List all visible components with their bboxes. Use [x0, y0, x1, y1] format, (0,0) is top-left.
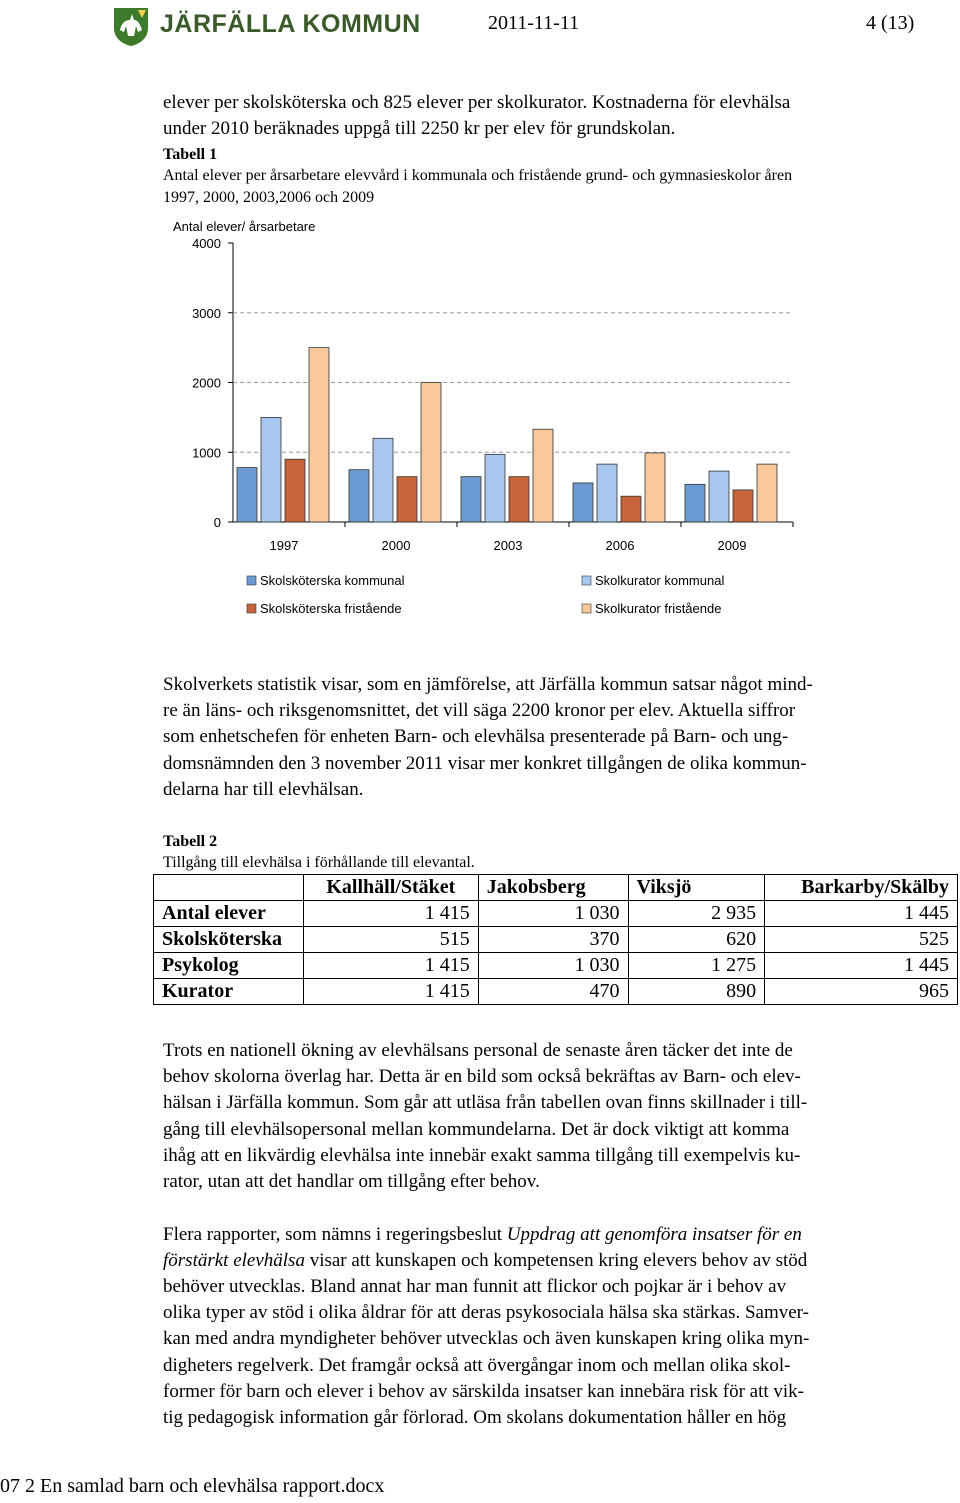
elevhalsa-table	[153, 874, 958, 1005]
bar	[573, 483, 593, 522]
paragraph-line: tig pedagogisk information går förlorad. Om skolans dokumentation håller en hög	[163, 1407, 787, 1428]
row-label: Psykolog	[154, 953, 304, 979]
table-row	[154, 901, 958, 927]
text-span: Flera rapporter, som nämns i regeringsbeslut	[163, 1224, 507, 1245]
bar	[373, 438, 393, 522]
legend-swatch	[582, 604, 591, 613]
bar	[533, 429, 553, 522]
table-header-row	[154, 875, 958, 901]
bar	[509, 477, 529, 522]
y-tick-label: 3000	[192, 305, 221, 321]
table-cell: 2 935	[628, 901, 765, 927]
paragraph-line: digheters regelverk. Det framgår också att övergångar inom och mellan olika skol-	[163, 1354, 791, 1376]
bar	[645, 453, 665, 522]
table-header-cell: Kallhäll/Stäket	[303, 875, 478, 901]
chart-legend	[247, 573, 724, 616]
legend-swatch	[247, 604, 256, 613]
bar	[397, 477, 417, 522]
paragraph-line: som enhetschefen för enheten Barn- och elevhälsa presenterade på Barn- och ung-	[163, 726, 789, 748]
report-title-part-1: Uppdrag att genomföra insatser för en	[506, 1224, 802, 1245]
row-label: Skolsköterska	[154, 927, 304, 953]
bar	[349, 470, 369, 522]
footer-filename: 07 2 En samlad barn och elevhälsa rapport.docx	[0, 1475, 385, 1497]
x-tick-label: 2000	[381, 538, 411, 553]
x-axis-ticks	[270, 522, 793, 553]
row-label: Kurator	[154, 979, 304, 1005]
paragraph-line: hälsan i Järfälla kommun. Som går att utläsa från tabellen ovan finns skillnader i till-	[163, 1092, 808, 1114]
document-date: 2011-11-11	[488, 12, 580, 34]
table-cell: 1 445	[765, 901, 958, 927]
table-row	[154, 979, 958, 1005]
paragraph-line: ihåg att en likvärdig elevhälsa inte innebär exakt samma tillgång till exempelvis ku-	[163, 1144, 801, 1166]
paragraph-line: behov skolorna överlag har. Detta är en bild som också bekräftas av Barn- och elev-	[163, 1066, 801, 1088]
table-header-cell: Jakobsberg	[478, 875, 628, 901]
table2-title: Tabell 2	[163, 833, 218, 850]
bar	[597, 464, 617, 522]
x-tick-label: 2006	[605, 538, 635, 553]
table-cell: 515	[303, 927, 478, 953]
bar	[757, 464, 777, 522]
table1-caption-line-1: Antal elever per årsarbetare elevvård i kommunala och fristående grund- och gymnasieskolor åren	[163, 167, 793, 184]
bar	[309, 348, 329, 522]
table-row	[154, 927, 958, 953]
y-axis-title: Antal elever/ årsarbetare	[173, 219, 316, 234]
paragraph-line: kan med andra myndigheter behöver utvecklas och även kunskapen kring olika myn-	[163, 1328, 810, 1350]
bar	[285, 459, 305, 522]
y-tick-label: 2000	[192, 375, 221, 391]
table-cell: 1 415	[303, 979, 478, 1005]
table-cell: 620	[628, 927, 765, 953]
row-label: Antal elever	[154, 901, 304, 927]
table-cell: 1 415	[303, 953, 478, 979]
table-cell: 1 030	[478, 953, 628, 979]
table-cell: 1 415	[303, 901, 478, 927]
paragraph-line: domsnämnden den 3 november 2011 visar mer konkret tillgången de olika kommun-	[163, 752, 807, 774]
legend-swatch	[247, 576, 256, 585]
municipality-logo	[112, 6, 150, 46]
table-header-cell	[154, 875, 304, 901]
table-cell: 1 445	[765, 953, 958, 979]
text-span: visar att kunskapen och kompetensen kring elevers behov av stöd	[304, 1250, 808, 1271]
y-tick-label: 4000	[192, 236, 221, 251]
chart-bars	[237, 348, 777, 522]
table-cell: 525	[765, 927, 958, 953]
table2-caption: Tillgång till elevhälsa i förhållande till elevantal.	[163, 854, 475, 871]
y-tick-label: 1000	[192, 445, 221, 461]
municipality-name: JÄRFÄLLA KOMMUN	[160, 10, 421, 38]
bar-chart	[163, 215, 803, 635]
bar	[685, 484, 705, 522]
bar	[621, 496, 641, 522]
table-cell: 1 275	[628, 953, 765, 979]
intro-line-2: under 2010 beräknades uppgå till 2250 kr per elev för grundskolan.	[163, 118, 676, 139]
paragraph-line: rator, utan att det handlar om tillgång efter behov.	[163, 1171, 540, 1192]
y-tick-label: 0	[213, 515, 221, 530]
table-cell: 965	[765, 979, 958, 1005]
table-header-cell: Barkarby/Skälby	[765, 875, 958, 901]
legend-swatch	[582, 576, 591, 585]
x-tick-label: 2009	[717, 538, 747, 553]
legend-label: Skolkurator fristående	[595, 601, 722, 616]
paragraph-3-line-2	[163, 1248, 953, 1274]
x-tick-label: 2003	[493, 538, 523, 553]
paragraph-line: Skolverkets statistik visar, som en jämförelse, att Järfälla kommun satsar något mind-	[163, 674, 813, 695]
paragraph-line: former för barn och elever i behov av särskilda insatser kan innebära risk för att vik-	[163, 1380, 805, 1402]
table1-title: Tabell 1	[163, 146, 218, 163]
paragraph-3-line-1	[163, 1222, 953, 1248]
table-cell: 470	[478, 979, 628, 1005]
bar	[261, 417, 281, 522]
legend-label: Skolsköterska fristående	[260, 601, 402, 616]
paragraph-line: behöver utvecklas. Bland annat har man funnit att flickor och pojkar är i behov av	[163, 1276, 787, 1297]
paragraph-line: gång till elevhälsopersonal mellan kommundelarna. Det är dock viktigt att komma	[163, 1118, 790, 1140]
page-header	[0, 0, 960, 50]
paragraph-line: Trots en nationell ökning av elevhälsans personal de senaste åren täcker det inte de	[163, 1040, 793, 1061]
table-cell: 1 030	[478, 901, 628, 927]
paragraph-line: olika typer av stöd i olika åldrar för att deras psykosociala hälsa ska stärkas. Samver-	[163, 1302, 809, 1324]
table1-caption-line-2: 1997, 2000, 2003,2006 och 2009	[163, 189, 375, 206]
bar	[485, 454, 505, 522]
table-header-cell: Viksjö	[628, 875, 765, 901]
bar	[461, 477, 481, 522]
bar	[733, 490, 753, 522]
bar	[421, 383, 441, 523]
table-row	[154, 953, 958, 979]
report-title-part-2: förstärkt elevhälsa	[163, 1250, 305, 1271]
table-cell: 370	[478, 927, 628, 953]
x-tick-label: 1997	[269, 538, 299, 553]
intro-line-1: elever per skolsköterska och 825 elever per skolkurator. Kostnaderna för elevhälsa	[163, 92, 791, 113]
table-cell: 890	[628, 979, 765, 1005]
paragraph-line: re än läns- och riksgenomsnittet, det vill säga 2200 kronor per elev. Aktuella siffror	[163, 700, 796, 722]
page-number: 4 (13)	[866, 12, 915, 34]
bar	[709, 471, 729, 522]
paragraph-line: delarna har till elevhälsan.	[163, 778, 364, 800]
legend-label: Skolsköterska kommunal	[260, 573, 405, 588]
bar	[237, 468, 257, 522]
legend-label: Skolkurator kommunal	[595, 573, 725, 588]
y-axis-ticks	[192, 236, 233, 530]
